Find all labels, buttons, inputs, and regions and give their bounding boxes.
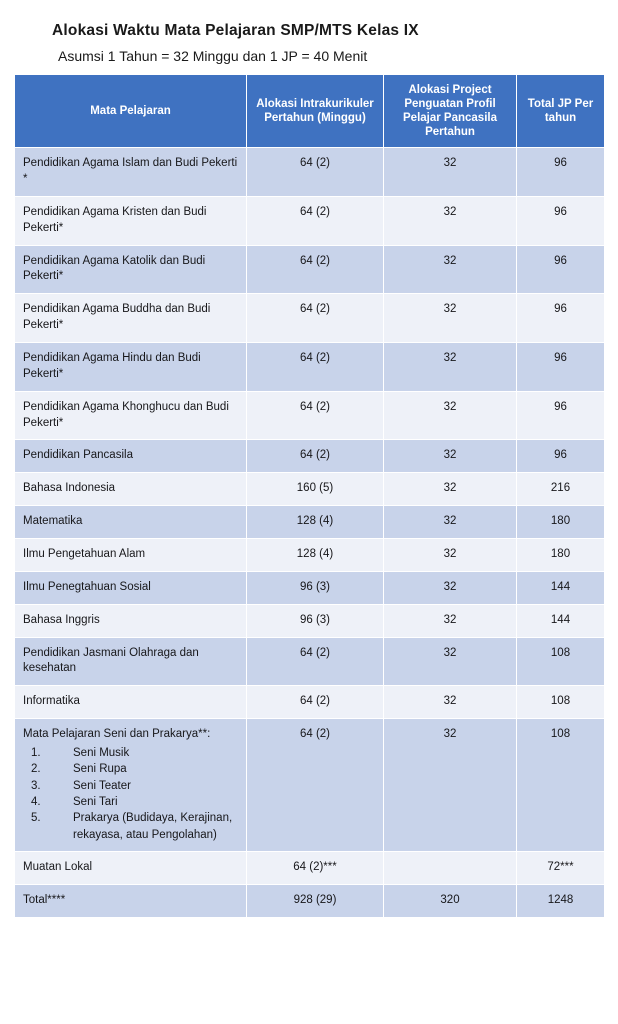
column-header-intrakurikuler: Alokasi Intrakurikuler Pertahun (Minggu) xyxy=(247,75,384,148)
table-row xyxy=(15,294,605,343)
cell-total: 108 xyxy=(517,686,605,719)
table-row-total xyxy=(15,884,605,917)
table-row xyxy=(15,686,605,719)
cell-intrakurikuler: 64 (2) xyxy=(247,686,384,719)
cell-intrakurikuler: 64 (2) xyxy=(247,148,384,197)
cell-total: 144 xyxy=(517,604,605,637)
cell-subject: Informatika xyxy=(15,686,247,719)
cell-total: 180 xyxy=(517,538,605,571)
cell-intrakurikuler: 128 (4) xyxy=(247,538,384,571)
cell-total: 144 xyxy=(517,571,605,604)
cell-intrakurikuler: 64 (2) xyxy=(247,342,384,391)
alokasi-waktu-table xyxy=(14,74,605,918)
cell-total: 96 xyxy=(517,342,605,391)
cell-subject: Bahasa Indonesia xyxy=(15,473,247,506)
cell-total: 108 xyxy=(517,637,605,686)
table-header-row xyxy=(15,75,605,148)
table-row xyxy=(15,604,605,637)
cell-total: 180 xyxy=(517,506,605,539)
cell-total: 1248 xyxy=(517,884,605,917)
cell-total: 108 xyxy=(517,719,605,852)
cell-subject: Pendidikan Agama Khonghucu dan Budi Pekerti* xyxy=(15,391,247,440)
table-row xyxy=(15,245,605,294)
table-row xyxy=(15,391,605,440)
cell-intrakurikuler: 64 (2) xyxy=(247,637,384,686)
cell-projek: 32 xyxy=(384,196,517,245)
cell-projek: 32 xyxy=(384,571,517,604)
table-row xyxy=(15,571,605,604)
cell-projek: 32 xyxy=(384,538,517,571)
cell-intrakurikuler: 64 (2) xyxy=(247,719,384,852)
seni-heading: Mata Pelajaran Seni dan Prakarya**: xyxy=(23,728,211,741)
cell-subject: Pendidikan Agama Islam dan Budi Pekerti * xyxy=(15,148,247,197)
cell-subject: Pendidikan Jasmani Olahraga dan kesehatan xyxy=(15,637,247,686)
cell-projek: 32 xyxy=(384,604,517,637)
seni-list xyxy=(23,745,238,843)
cell-intrakurikuler: 64 (2) xyxy=(247,391,384,440)
cell-subject: Pendidikan Agama Kristen dan Budi Pekerti* xyxy=(15,196,247,245)
cell-subject: Pendidikan Agama Buddha dan Budi Pekerti* xyxy=(15,294,247,343)
cell-subject: Muatan Lokal xyxy=(15,851,247,884)
list-item: Prakarya (Budidaya, Kerajinan, rekayasa, atau Pengolahan) xyxy=(73,812,233,841)
cell-projek: 32 xyxy=(384,506,517,539)
cell-subject: Ilmu Pengetahuan Alam xyxy=(15,538,247,571)
table-row xyxy=(15,440,605,473)
cell-intrakurikuler: 96 (3) xyxy=(247,604,384,637)
cell-subject: Ilmu Penegtahuan Sosial xyxy=(15,571,247,604)
cell-subject: Matematika xyxy=(15,506,247,539)
page-title: Alokasi Waktu Mata Pelajaran SMP/MTS Kelas IX xyxy=(52,22,419,39)
cell-intrakurikuler: 64 (2) xyxy=(247,440,384,473)
table-row-muatan-lokal xyxy=(15,851,605,884)
cell-total: 96 xyxy=(517,440,605,473)
cell-total: 216 xyxy=(517,473,605,506)
cell-projek: 32 xyxy=(384,245,517,294)
column-header-projek: Alokasi Project Penguatan Profil Pelajar Pancasila Pertahun xyxy=(384,75,517,148)
cell-total: 96 xyxy=(517,245,605,294)
cell-projek: 32 xyxy=(384,391,517,440)
cell-total: 72*** xyxy=(517,851,605,884)
table-row xyxy=(15,148,605,197)
cell-projek: 32 xyxy=(384,686,517,719)
table-body xyxy=(15,148,605,918)
cell-projek: 32 xyxy=(384,637,517,686)
cell-projek: 32 xyxy=(384,342,517,391)
cell-projek: 32 xyxy=(384,473,517,506)
table-row xyxy=(15,506,605,539)
cell-intrakurikuler: 64 (2) xyxy=(247,294,384,343)
table-row xyxy=(15,473,605,506)
cell-intrakurikuler: 96 (3) xyxy=(247,571,384,604)
cell-subject-seni xyxy=(15,719,247,852)
list-item: Seni Rupa xyxy=(73,763,127,776)
cell-projek: 32 xyxy=(384,440,517,473)
cell-intrakurikuler: 64 (2) xyxy=(247,245,384,294)
list-item: Seni Musik xyxy=(73,746,130,759)
cell-projek: 32 xyxy=(384,719,517,852)
list-item: Seni Teater xyxy=(73,779,131,792)
cell-subject: Total**** xyxy=(15,884,247,917)
table-row xyxy=(15,196,605,245)
page-subtitle: Asumsi 1 Tahun = 32 Minggu dan 1 JP = 40 Menit xyxy=(58,48,368,64)
table-row xyxy=(15,342,605,391)
cell-total: 96 xyxy=(517,294,605,343)
cell-total: 96 xyxy=(517,148,605,197)
cell-intrakurikuler: 928 (29) xyxy=(247,884,384,917)
cell-intrakurikuler: 64 (2)*** xyxy=(247,851,384,884)
cell-subject: Bahasa Inggris xyxy=(15,604,247,637)
cell-total: 96 xyxy=(517,391,605,440)
cell-intrakurikuler: 160 (5) xyxy=(247,473,384,506)
cell-intrakurikuler: 64 (2) xyxy=(247,196,384,245)
table-row xyxy=(15,538,605,571)
cell-subject: Pendidikan Agama Katolik dan Budi Pekerti* xyxy=(15,245,247,294)
cell-projek: 32 xyxy=(384,148,517,197)
cell-projek: 320 xyxy=(384,884,517,917)
cell-total: 96 xyxy=(517,196,605,245)
cell-projek: 32 xyxy=(384,294,517,343)
cell-subject: Pendidikan Pancasila xyxy=(15,440,247,473)
table-row xyxy=(15,637,605,686)
column-header-total: Total JP Per tahun xyxy=(517,75,605,148)
column-header-subject: Mata Pelajaran xyxy=(15,75,247,148)
cell-subject: Pendidikan Agama Hindu dan Budi Pekerti* xyxy=(15,342,247,391)
cell-projek xyxy=(384,851,517,884)
cell-intrakurikuler: 128 (4) xyxy=(247,506,384,539)
list-item: Seni Tari xyxy=(73,795,118,808)
table-row-seni xyxy=(15,719,605,852)
